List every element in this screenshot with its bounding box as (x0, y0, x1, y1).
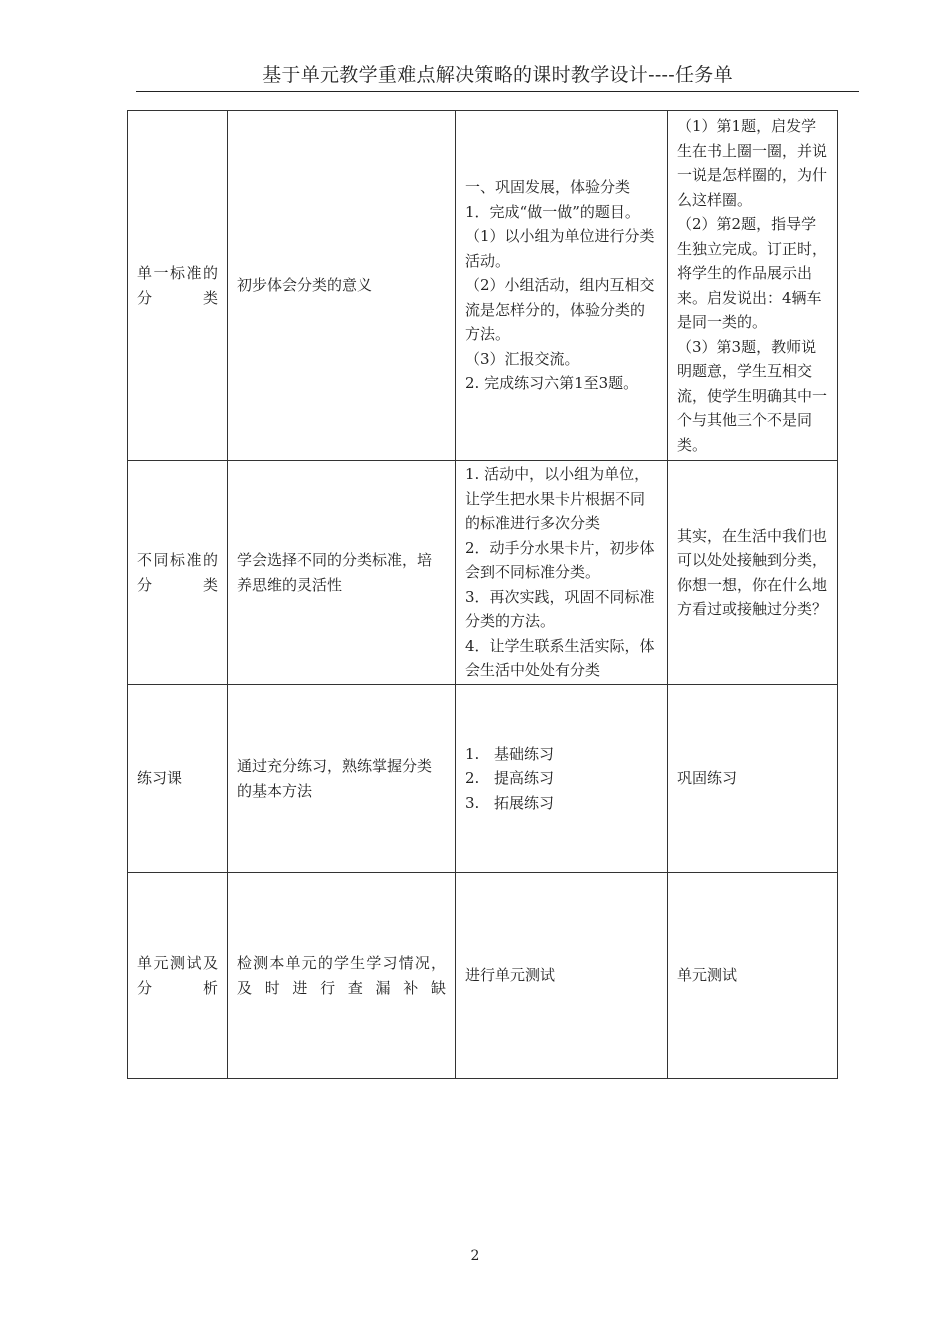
guidance-line: 单元测试 (677, 966, 738, 985)
guidance-cell (668, 873, 838, 1079)
list-number: 2. (465, 769, 480, 788)
lesson-goal-cell (228, 873, 456, 1079)
lesson-goal-cell (228, 685, 456, 873)
lesson-goal-cell (228, 111, 456, 461)
guidance-line: 其实，在生活中我们也可以处处接触到分类，你想一想，你在什么地方看过或接触过分类？ (677, 526, 828, 618)
activity-line: 1. 活动中，以小组为单位，让学生把水果卡片根据不同的标准进行多次分类 (465, 465, 650, 533)
table-row (128, 873, 838, 1079)
activities-cell (456, 685, 668, 873)
list-number: 3. (465, 793, 480, 812)
lesson-name: 单一标准的分类 (137, 264, 218, 307)
activity-line: 一、巩固发展，体验分类 (465, 178, 631, 197)
activity-line: 2. 完成练习六第1至3题。 (465, 374, 639, 393)
list-number: 1. (465, 744, 480, 763)
activity-line: （2）小组活动，组内互相交流是怎样分的，体验分类的方法。 (465, 276, 655, 344)
list-text: 基础练习 (494, 744, 555, 763)
lesson-name-cell (128, 873, 228, 1079)
exercise-list (465, 742, 658, 816)
activities-cell (456, 461, 668, 685)
activity-line: 1．完成“做一做”的题目。 (465, 202, 640, 221)
guidance-cell (668, 111, 838, 461)
activity-line: （3）汇报交流。 (465, 349, 580, 368)
lesson-goal: 初步体会分类的意义 (237, 276, 373, 295)
activity-line: 4．让学生联系生活实际，体会生活中处处有分类 (465, 636, 655, 680)
list-item (465, 742, 658, 767)
lesson-name: 练习课 (137, 769, 183, 788)
lesson-goal: 通过充分练习，熟练掌握分类的基本方法 (237, 757, 433, 800)
activity-line: 进行单元测试 (465, 966, 556, 985)
guidance-line: （2）第2题，指导学生独立完成。订正时，将学生的作品展示出来。启发说出：4辆车是同一类的。 (677, 215, 828, 331)
guidance-cell (668, 685, 838, 873)
lesson-name-cell (128, 461, 228, 685)
page-header-title: 基于单元教学重难点解决策略的课时教学设计----任务单 (262, 64, 733, 86)
list-text: 提高练习 (494, 769, 555, 788)
list-item (465, 766, 658, 791)
guidance-line: （3）第3题，教师说明题意，学生互相交流，使学生明确其中一个与其他三个不是同类。 (677, 337, 828, 454)
table-row (128, 461, 838, 685)
lesson-goal: 学会选择不同的分类标准，培养思维的灵活性 (237, 551, 433, 594)
guidance-line: （1）第1题，启发学生在书上圈一圈，并说一说是怎样圈的，为什么这样圈。 (677, 117, 828, 209)
lesson-name-cell (128, 685, 228, 873)
table-row (128, 685, 838, 873)
table-row (128, 111, 838, 461)
guidance-line: 巩固练习 (677, 769, 738, 788)
header-rule (136, 91, 859, 92)
lesson-name: 单元测试及分析 (137, 954, 218, 997)
lesson-goal-cell (228, 461, 456, 685)
lesson-name: 不同标准的分类 (137, 551, 218, 594)
guidance-cell (668, 461, 838, 685)
list-text: 拓展练习 (494, 793, 555, 812)
activities-cell (456, 873, 668, 1079)
page-number: 2 (470, 1248, 480, 1264)
activities-cell (456, 111, 668, 461)
activity-line: 2．动手分水果卡片，初步体会到不同标准分类。 (465, 538, 655, 582)
activity-line: （1）以小组为单位进行分类活动。 (465, 227, 655, 270)
activity-line: 3．再次实践，巩固不同标准分类的方法。 (465, 587, 655, 631)
lesson-name-cell (128, 111, 228, 461)
task-table (127, 110, 838, 1079)
list-item (465, 791, 658, 816)
lesson-goal: 检测本单元的学生学习情况，及时进行查漏补缺 (237, 954, 446, 997)
